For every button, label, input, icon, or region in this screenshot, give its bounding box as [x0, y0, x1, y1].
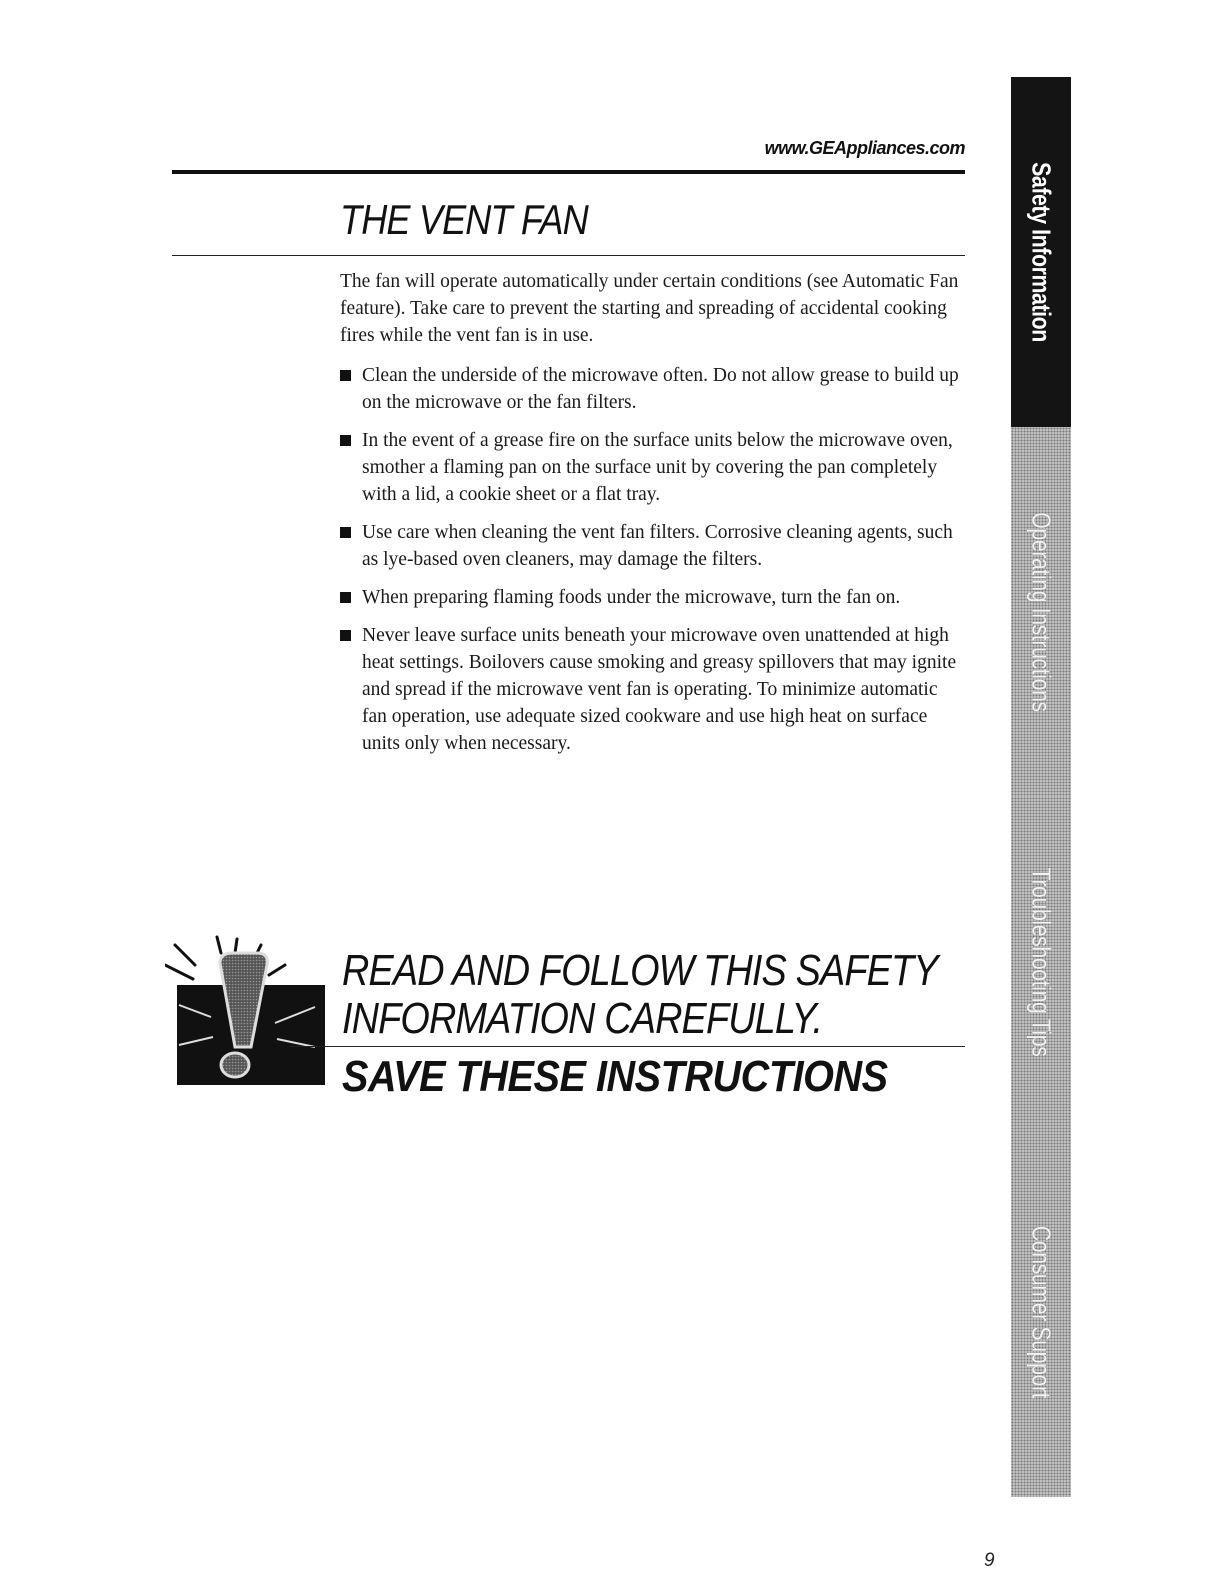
list-item	[340, 622, 965, 757]
square-bullet-icon	[340, 370, 351, 381]
header-rule	[172, 170, 965, 174]
save-instructions-heading: SAVE THESE INSTRUCTIONS	[342, 1052, 888, 1101]
tab-safety-information[interactable]	[1011, 77, 1071, 427]
section-tab-strip	[1011, 77, 1071, 1497]
section-title: THE VENT FAN	[340, 196, 588, 243]
tab-troubleshooting-tips[interactable]	[1011, 797, 1071, 1127]
tab-label: Safety Information	[1026, 162, 1057, 342]
list-item	[340, 427, 965, 508]
tab-label: Consumer Support	[1026, 1225, 1057, 1399]
square-bullet-icon	[340, 630, 351, 641]
square-bullet-icon	[340, 435, 351, 446]
list-item	[340, 519, 965, 573]
intro-paragraph: The fan will operate automatically under certain conditions (see Automatic Fan feature). Take care to prevent the starting and spreading of accidental cooking fires while the vent fan is in use.	[340, 271, 959, 346]
bullet-text: Clean the underside of the microwave often. Do not allow grease to build up on the microwave or the fan filters.	[362, 365, 959, 413]
website-url: www.GEAppliances.com	[764, 138, 965, 158]
list-item	[340, 584, 965, 611]
warning-heading-line1: READ AND FOLLOW THIS SAFETY	[342, 946, 938, 995]
square-bullet-icon	[340, 592, 351, 603]
list-item	[340, 362, 965, 416]
bullet-text: In the event of a grease fire on the surface units below the microwave oven, smother a flaming pan on the surface unit by covering the pan completely with a lid, a cookie sheet or a flat tray.	[362, 430, 953, 505]
tab-label: Operating Instructions	[1026, 512, 1057, 712]
warning-rule	[290, 1046, 965, 1047]
safety-bullet-list	[340, 362, 965, 768]
exclamation-warning-icon	[165, 935, 325, 1085]
title-rule	[172, 255, 965, 256]
tab-label: Troubleshooting Tips	[1026, 867, 1057, 1057]
warning-heading-line2: INFORMATION CAREFULLY.	[342, 994, 823, 1043]
bullet-text: Use care when cleaning the vent fan filters. Corrosive cleaning agents, such as lye-based oven cleaners, may damage the filters.	[362, 522, 953, 570]
tab-consumer-support[interactable]	[1011, 1127, 1071, 1497]
square-bullet-icon	[340, 527, 351, 538]
page-number: 9	[984, 1550, 995, 1571]
bullet-text: Never leave surface units beneath your microwave oven unattended at high heat settings. Boilovers cause smoking and greasy spillovers that may ignite and spread if the microwave vent fan is operating. To minimize automatic fan operation, use adequate sized cookware and use high heat on surface units only when necessary.	[362, 625, 957, 754]
tab-operating-instructions[interactable]	[1011, 427, 1071, 797]
bullet-text: When preparing flaming foods under the microwave, turn the fan on.	[362, 587, 901, 608]
